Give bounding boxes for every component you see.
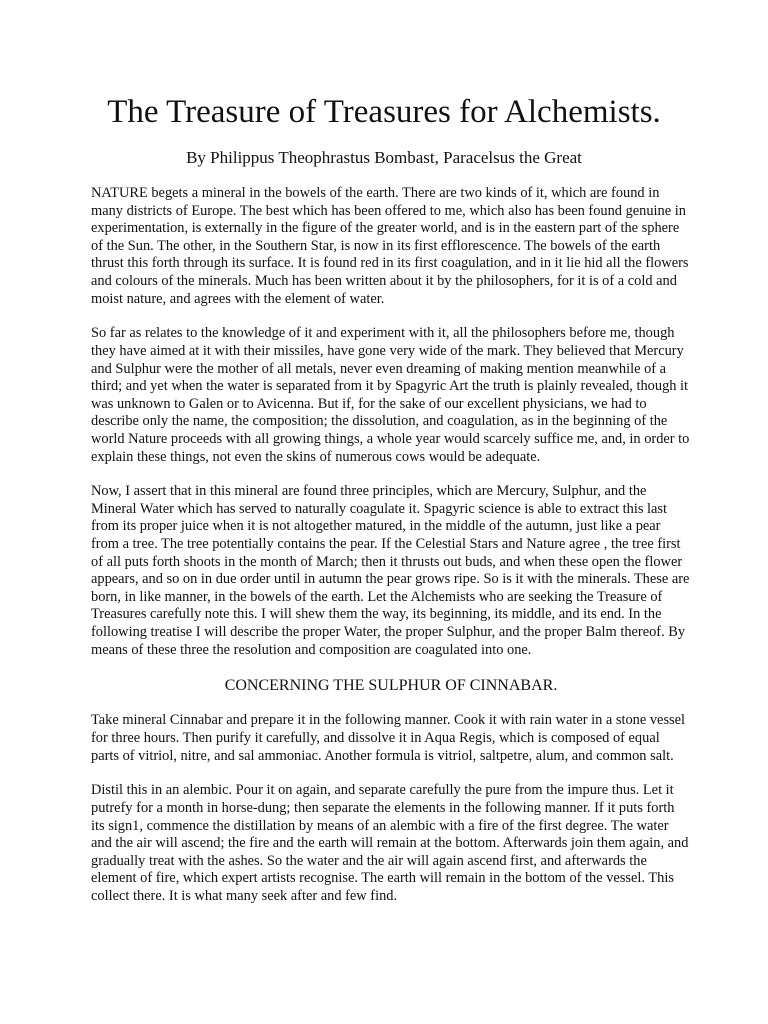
document-title: The Treasure of Treasures for Alchemists.	[107, 94, 661, 130]
body-paragraph: NATURE begets a mineral in the bowels of the earth. There are two kinds of it, which are found in many districts of Europe. The best which has been offered to me, which also has been found genuine in experimentation, is externally in the figure of the greater world, and is in the eastern part of the sphere of the Sun. The other, in the Southern Star, is now in its first efflorescence. The bowels of the earth thrust this forth through its surface. It is found red in its first coagulation, and in it lie hid all the flowers and colours of the minerals. Much has been written about it by the philosophers, for it is of a cold and moist nature, and agrees with the element of water.	[91, 185, 689, 307]
section-heading: CONCERNING THE SULPHUR OF CINNABAR.	[224, 677, 558, 695]
body-paragraph: Take mineral Cinnabar and prepare it in the following manner. Cook it with rain water in a stone vessel for three hours. Then purify it carefully, and dissolve it in Aqua Regis, which is composed of equal parts of vitriol, nitre, and sal ammoniac. Another formula is vitriol, saltpetre, alum, and common salt.	[91, 712, 686, 764]
document-body	[91, 185, 691, 923]
body-paragraph: Now, I assert that in this mineral are found three principles, which are Mercury, Sulphur, and the Mineral Water which has served to naturally coagulate it. Spagyric science is able to extract this last from its proper juice when it is not altogether matured, in the middle of the autumn, just like a pear from a tree. The tree potentially contains the pear. If the Celestial Stars and Nature agree , the tree first of all puts forth shoots in the month of March; then it thrusts out buds, and when these open the flower appears, and so on in due order until in autumn the pear grows ripe. So is it with the minerals. These are born, in like manner, in the bowels of the earth. Let the Alchemists who are seeking the Treasure of Treasures carefully note this. I will shew them the way, its beginning, its middle, and its end. In the following treatise I will describe the proper Water, the proper Sulphur, and the proper Balm thereof. By means of these three the resolution and composition are coagulated into one.	[91, 483, 690, 658]
body-paragraph: Distil this in an alembic. Pour it on again, and separate carefully the pure from the impure thus. Let it putrefy for a month in horse-dung; then separate the elements in the following manner. If it puts forth its sign1, commence the distillation by means of an alembic with a fire of the first degree. The water and the air will ascend; the fire and the earth will remain at the bottom. Afterwards join them again, and gradually treat with the ashes. So the water and the air will again ascend first, and afterwards the element of fire, which expert artists recognise. The earth will remain in the bottom of the vessel. This collect there. It is what many seek after and few find.	[91, 782, 689, 904]
body-paragraph: So far as relates to the knowledge of it and experiment with it, all the philosophers before me, though they have aimed at it with their missiles, have gone very wide of the mark. They believed that Mercury and Sulphur were the mother of all metals, never even dreaming of making mention meanwhile of a third; and yet when the water is separated from it by Spagyric Art the truth is plainly revealed, though it was unknown to Galen or to Avicenna. But if, for the sake of our excellent physicians, we had to describe only the name, the composition; the dissolution, and coagulation, as in the beginning of the world Nature proceeds with all growing things, a whole year would scarcely suffice me, and, in order to explain these things, not even the skins of numerous cows would be adequate.	[91, 325, 690, 465]
document-author: By Philippus Theophrastus Bombast, Paracelsus the Great	[186, 148, 582, 167]
